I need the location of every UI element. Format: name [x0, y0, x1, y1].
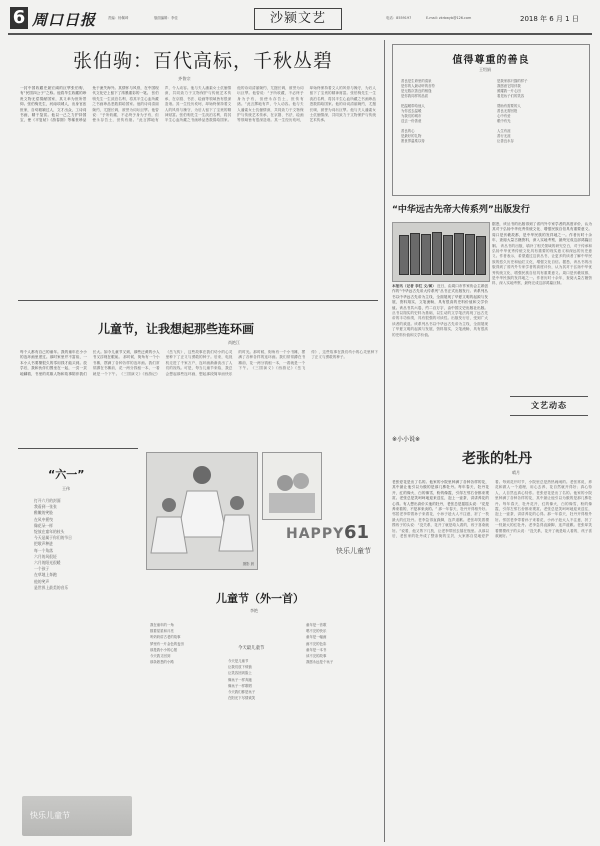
poem-series-col3-line: 画不完的色彩: [306, 641, 327, 646]
poem-series-col1: [150, 622, 222, 832]
poem-series-col2-line: 今天我们都是孩子: [228, 690, 256, 695]
kindness-poem-lines-left-line: 是最好的礼物: [401, 134, 422, 138]
poem-series-col1-line: 今天我又回到: [150, 654, 171, 659]
kindness-poem-lines-right-line: 人生有涯: [497, 129, 511, 133]
short-story-kicker: ※小小说※: [392, 436, 421, 443]
poem-61-lines-line: 每一个角落: [34, 547, 53, 553]
poem-61: [18, 452, 138, 842]
book-release-side-body: [492, 222, 592, 392]
main-article-text: 一封中国收藏史最宏阔的巨擘张伯驹，有“民国四公子”之称。他将毕生收藏的珍贵文物无偿捐献国家，其义举为世所景仰。张伯驹先生，河南项城人，出身官宦世家，自幼聪颖过人，文才出众，工诗词书画，精于鉴赏。他以一己之力护持国宝，使《平复帖》《游春图》等稀世珍品免于流失海外。其情怀与风骨，在中国现代文化史上留下了浓墨重彩的一笔。: [20, 86, 159, 123]
kindness-poem-lines-right-line: 心中有爱: [497, 114, 511, 118]
poem-61-lines-line: 在草地上奔跑: [34, 572, 57, 578]
poem-series-col3-line: 我愿永远是个孩子: [306, 660, 334, 665]
happy-61-badge: [286, 522, 380, 562]
poem-61-lines-line: 我看到一张张: [34, 504, 57, 510]
poem-series-col2-line: 在阳光下尽情欢笑: [228, 696, 256, 701]
poem-series-col3-line: 读不完的故事: [306, 654, 327, 659]
poem-61-lines-line: 今天是属于你们的节日: [34, 535, 72, 541]
kids-article-text: 每个人都有自己的童年。我的童年在小小的连环画里度过。那时家里并不富裕，一本小人书要攒很久的零用钱才能买到。放学后，我和伙伴们围坐在一起，一页一页地翻看，书里的英雄人物和故事陪伴我们长大。如今儿童节又到，那些泛黄的小人书又浮现在眼前。: [20, 350, 160, 376]
book-release-body: [392, 284, 488, 392]
kids-article-title: 儿童节，让我想起那些连环画: [98, 322, 255, 336]
kindness-poem-lines-left: [401, 79, 487, 191]
main-article-filler: 张伯驹先生一生淡泊名利，将其半生心血所藏之书画珍品悉数捐给国家。他的诗词清丽婉约，尤擅长调，被誉为词坛巨擘。他曾说：“予所收藏，不必终予身为予有，但使永存吾土，世传有绪。”此言掷地有声，令人动容。他与夫人潘素女士伉俪情深，共同致力于文物保护与传统艺术传承，在京剧、书法、绘画等领域皆有很深造诣。其一生经历坎坷，却始终保持着文人的风骨与操守，为后人留下了宝贵的精神财富。张伯驹先生一生淡泊名利，将其半生心血所藏之书画珍品悉数捐给国家。他的诗词清丽婉约，尤擅长调，被誉为词坛巨擘。他曾说：“予所收藏，不必终予身为予有，但使永存吾土，世传有绪。”此言掷地有声，令人动容。他与夫人潘素女士伉俪情深，共同致力于文物保护与传统艺术传承，在京剧、书法、绘画等领域皆有很深造诣。其一生经历坎坷，却始终保持着文人的风骨与操守，为后人留下了宝贵的精神财富。张伯驹先生一生淡泊名利，将其半生心血所藏之书画珍品悉数捐给国家。他的诗词清丽婉约，尤擅长调，被誉为词坛巨擘。他与夫人潘素女士伉俪情深，共同致力于文物保护与传统艺术传承。: [92, 86, 376, 123]
kindness-poem-lines-right-line: 帮助有需要的人: [497, 104, 521, 108]
poem-61-lines-line: 一个孩子: [34, 566, 50, 572]
poem-61-decoration-caption: 快乐儿童节: [30, 811, 70, 820]
short-story-author: 晴月: [512, 470, 520, 475]
kindness-poem-lines-left-line: 为我们的城市: [401, 114, 422, 118]
poem-series-col3-line: 童年是一本书: [306, 647, 327, 652]
kindness-poem-title: 值得尊重的善良: [452, 55, 530, 66]
happy-text: HAPPY: [286, 526, 345, 542]
kindness-poem-lines-left-line: 善良的心: [401, 129, 415, 133]
poem-series-title: 儿童节（外一首）: [216, 592, 304, 605]
book-release-reporter: 本报讯（记者 李红 文/图）: [392, 284, 436, 288]
short-story-filler: 那一年春天，牡丹开得格外好。邻居老李带着孙子来看花，小孙子趁大人不注意，折了一枝最大的红牡丹。老李急得直跺脚，连声道歉。老张却笑着摸摸孩子的头说：“没关系，花开了就是给人看的，孩子喜欢就好。”说着，他又剪下几枝，让老李带回去插在瓶里。从那以后，老张家的牡丹成了整条街的宝贝，大家都自觉地爱护着。每到花开时节，小院里总是热热闹闹的。老张常说，养花和做人一个道理，用心去养，花自然就开得好；真心待人，人自然也真心待你。老张爱花是出了名的。他家的小院里种满了各种各样的花，其中最让他引以为傲的是那几株牡丹。每年春天，牡丹花开，红的像火，白的像雪，粉的像霞，引得左邻右舍都来观赏。老张总是笑呵呵地迎来送往，泡上一壶茶，讲讲养花的心得。那一年春天，牡丹开得格外好。邻居老李带着孙子来看花，小孙子趁大人不注意，折了一枝最大的红牡丹。老李急得直跺脚，连声道歉。老张却笑着摸摸孩子的头说：“没关系，花开了就是给人看的，孩子喜欢就好。”: [392, 480, 592, 539]
book-release-side-filler: 该丛书的出版，填补了相关领域的研究空白，对于传承和弘扬中华优秀传统文化具有重要的现实意义和深远的历史意义。作者表示，希望通过这套丛书，让更多的读者了解中华民族的悠久历史和灿烂文化，增强文化自信。据悉，该丛书的出版得到了省内外专家学者的高度评价，认为其对于弘扬中华优秀传统文化、增强民族自信具有重要意义。周口是伏羲故都，是中华民族的发祥地之一。作者历时十余年，查阅大量古籍资料，深入实地考察，最终完成这部鸿篇巨制。: [492, 243, 592, 286]
kindness-poem-lines-right-line: 是我家那只猫的样子: [497, 79, 528, 83]
kindness-poem-lines-right: [497, 79, 583, 191]
book-release-filler: 丛书以翔实的史料为基础，以生动的文学笔法再现了远古先帝的丰功伟绩，具有很强的可读性。出版发行后，受到广大读者的欢迎。该系列丛书以中华远古先帝为主线，全面展现了华夏文明的起源与发展，资料翔实，文笔流畅，具有很高的史料价值和文学价值。: [392, 311, 488, 337]
literary-news-box: [510, 396, 588, 416]
poem-series-col1-line: 我在童年的一角: [150, 623, 174, 627]
review-label: 版面编辑：李佳: [154, 16, 178, 20]
kindness-poem-lines-right-line: 眼中有光: [497, 119, 511, 123]
poem-61-lines-line: 像花朵一样: [34, 522, 53, 528]
kindness-poem-lines-right-line: 照耀我一片心田: [497, 89, 521, 93]
column-rule-right: [384, 40, 385, 440]
cartoon-illustration: [262, 452, 322, 520]
poem-61-lines: [34, 498, 134, 788]
poem-series-col2-line: 让我们放下烦恼: [228, 665, 252, 670]
kindness-poem-lines-right-line: 我愿意它陪伴我: [497, 84, 521, 88]
poem-61-lines-line: 稚嫩的笑脸: [34, 510, 53, 516]
book-set-photo: [392, 222, 490, 282]
kids-article-top-rule: [18, 300, 378, 301]
editor-label: 责编：杨佩琦: [108, 16, 129, 20]
happy-number: 61: [344, 522, 370, 543]
poem-61-lines-line: 把歌声种进: [34, 541, 53, 547]
book-release-text: 近日，由周口市作家协会主席创作的“中华远古先帝大传系列”丛书正式出版发行。该系列丛书以中华远古先帝为主线，全面展现了华夏文明的起源与发展，资料翔实，文笔流畅，具有很高的史料价值和文学价值。该丛书共六卷，约二百万字，由中国文史出版社出版。: [392, 284, 488, 310]
kindness-poem-author: 王绍娟: [479, 67, 491, 72]
poem-61-lines-line: 他的笑声: [34, 578, 50, 584]
poem-61-lines-line: 六月的阳光很暖: [34, 560, 61, 566]
literary-news-title: 文艺动态: [531, 401, 567, 410]
short-story: [392, 420, 592, 842]
kindness-poem-lines-left-line: 是无数次善良的相逢: [401, 89, 432, 93]
kids-article-filler: 那时候，街角有一个小书摊，摆满了各种各样的连环画。我们常常蹲在书摊前，花一两分钱租一本，一看就是一个下午。《三国演义》《西游记》《岳飞传》，这些故事在我们幼小的心灵里种下了正义与勇敢的种子。后来，电视机走进了千家万户，连环画渐渐淡出了人们的视线。可是，每当儿童节来临，我总会想起那些连环画，想起那段简单而快乐的时光。那时候，街角有一个小书摊，摆满了各种各样的连环画。我们常常蹲在书摊前，花一两分钱租一本，一看就是一个下午。《三国演义》《西游记》《岳飞传》，这些故事在我们幼小的心灵里种下了正义与勇敢的种子。: [92, 350, 378, 376]
short-story-title: 老张的牡丹: [462, 451, 532, 467]
paper-name: 周口日报: [32, 11, 97, 29]
poem-series-subheading: 今天最儿童节: [238, 646, 265, 651]
poem-series-col2: [228, 658, 300, 832]
children-photo-caption: 摄影 晨: [242, 562, 254, 566]
kids-article: [18, 304, 380, 444]
poem-series-col3-line: 唱不完的快乐: [306, 629, 327, 634]
book-release-side-text: 据悉，该丛书的出版得到了省内外专家学者的高度评价，认为其对于弘扬中华优秀传统文化、增强民族自信具有重要意义。周口是伏羲故都，是中华民族的发祥地之一。作者历时十余年，查阅大量古籍资料，深入实地考察，最终完成这部鸿篇巨制。: [492, 222, 592, 248]
main-article-body: [20, 86, 376, 294]
kindness-poem-lines-left-line: 是你的人最动听的音符: [401, 84, 435, 88]
poem-series-col3-line: 童年是一首歌: [306, 623, 327, 627]
poem-series-col1-line: 梦里有一片金色的麦田: [150, 641, 184, 646]
main-article-author: 齐鲁宗: [178, 76, 191, 81]
issue-date: 2018 年 6 月 1 日: [520, 15, 579, 23]
kindness-poem-lines-left-line: 善良是生命里的清泉: [401, 79, 432, 83]
poem-series-col1-line: 听奶奶讲古老的故事: [150, 635, 181, 640]
poem-61-title: “六一”: [48, 468, 85, 481]
children-illustration: [147, 453, 257, 569]
poem-61-lines-line: 打开六月的封面: [34, 498, 61, 503]
poem-series-col3: [306, 622, 378, 832]
poem-series-author: 李艳: [250, 608, 258, 613]
poem-61-author: 王伟: [62, 486, 70, 491]
masthead-rule: [8, 33, 592, 35]
kindness-poem-lines-left-line: 愿世界温柔以待: [401, 139, 425, 143]
book-release-title: “中华远古先帝大传系列”出版发行: [392, 205, 530, 215]
poem-series-col1-line: 那条熟悉的小路: [150, 660, 174, 665]
kindness-poem-lines-left-line: 是你我同样的品质: [401, 94, 429, 98]
poem-series-col2-line: 像孩子一样歌唱: [228, 683, 252, 688]
poem-series-col2-line: 让笑容回到脸上: [228, 671, 252, 676]
phone-label: 电话：8559197: [386, 16, 412, 20]
happy-caption: 快乐儿童节: [336, 547, 371, 555]
kindness-poem-lines-right-line: 让善良永存: [497, 139, 514, 143]
poem-61-lines-line: 在风中摇曳: [34, 516, 53, 522]
kindness-poem-lines-right-line: 善良无需回报: [497, 109, 518, 113]
main-article-title: 张伯驹：百代高标，千秋丛碧: [72, 50, 333, 72]
kindness-poem-box: [392, 44, 590, 196]
kindness-poem-lines-left-line: 为你送去温暖: [401, 109, 422, 113]
poem-series-col2-line: 像孩子一样奔跑: [228, 677, 252, 682]
email-label: E-mail: zkrbwyb@126.com: [426, 16, 472, 20]
kindness-poem-lines-left-line: 送去一份善意: [401, 119, 422, 123]
masthead: [8, 6, 592, 32]
kids-article-author: 尚艳江: [228, 340, 240, 345]
page-number: 6: [10, 7, 28, 29]
poem-61-decoration: [22, 796, 132, 836]
poem-series-col1-line: 那是我小小的心愿: [150, 647, 178, 652]
poem-61-top-rule: [18, 448, 138, 449]
poem-61-lines-line: 是世界上最美的音乐: [34, 584, 69, 590]
children-photo: [146, 452, 258, 570]
short-story-text: 老张爱花是出了名的。他家的小院里种满了各种各样的花，其中最让他引以为傲的是那几株牡丹。每年春天，牡丹花开，红的像火，白的像雪，粉的像霞，引得左邻右舍都来观赏。老张总是笑呵呵地迎来送往，泡上一壶茶，讲讲养花的心得。有人想出高价买他的牡丹，老张总是摇摇头说：“花是养来看的，不是拿来卖的。”: [392, 480, 489, 512]
section-title: 沙颍文艺: [254, 8, 342, 30]
poem-series-col1-line: 数着星星和月亮: [150, 629, 174, 634]
kids-article-body: [20, 350, 378, 444]
poem-series-col2-line: 今天是儿童节: [228, 659, 249, 663]
poem-61-lines-line: 六月的风很轻: [34, 553, 57, 559]
poem-series-col3-line: 童年是一幅画: [306, 635, 327, 640]
poem-61-lines-line: 绽放在童年的枝头: [34, 529, 65, 535]
poem-series: [146, 574, 380, 842]
kindness-poem-lines-left-line: 把温暖带给他人: [401, 104, 425, 108]
main-article: [18, 38, 378, 296]
kindness-poem-lines-right-line: 看见孩子们的笑容: [497, 94, 525, 98]
kindness-poem-lines-right-line: 善行无涯: [497, 134, 511, 138]
column-rule-story: [384, 440, 385, 842]
short-story-body: [392, 480, 592, 840]
